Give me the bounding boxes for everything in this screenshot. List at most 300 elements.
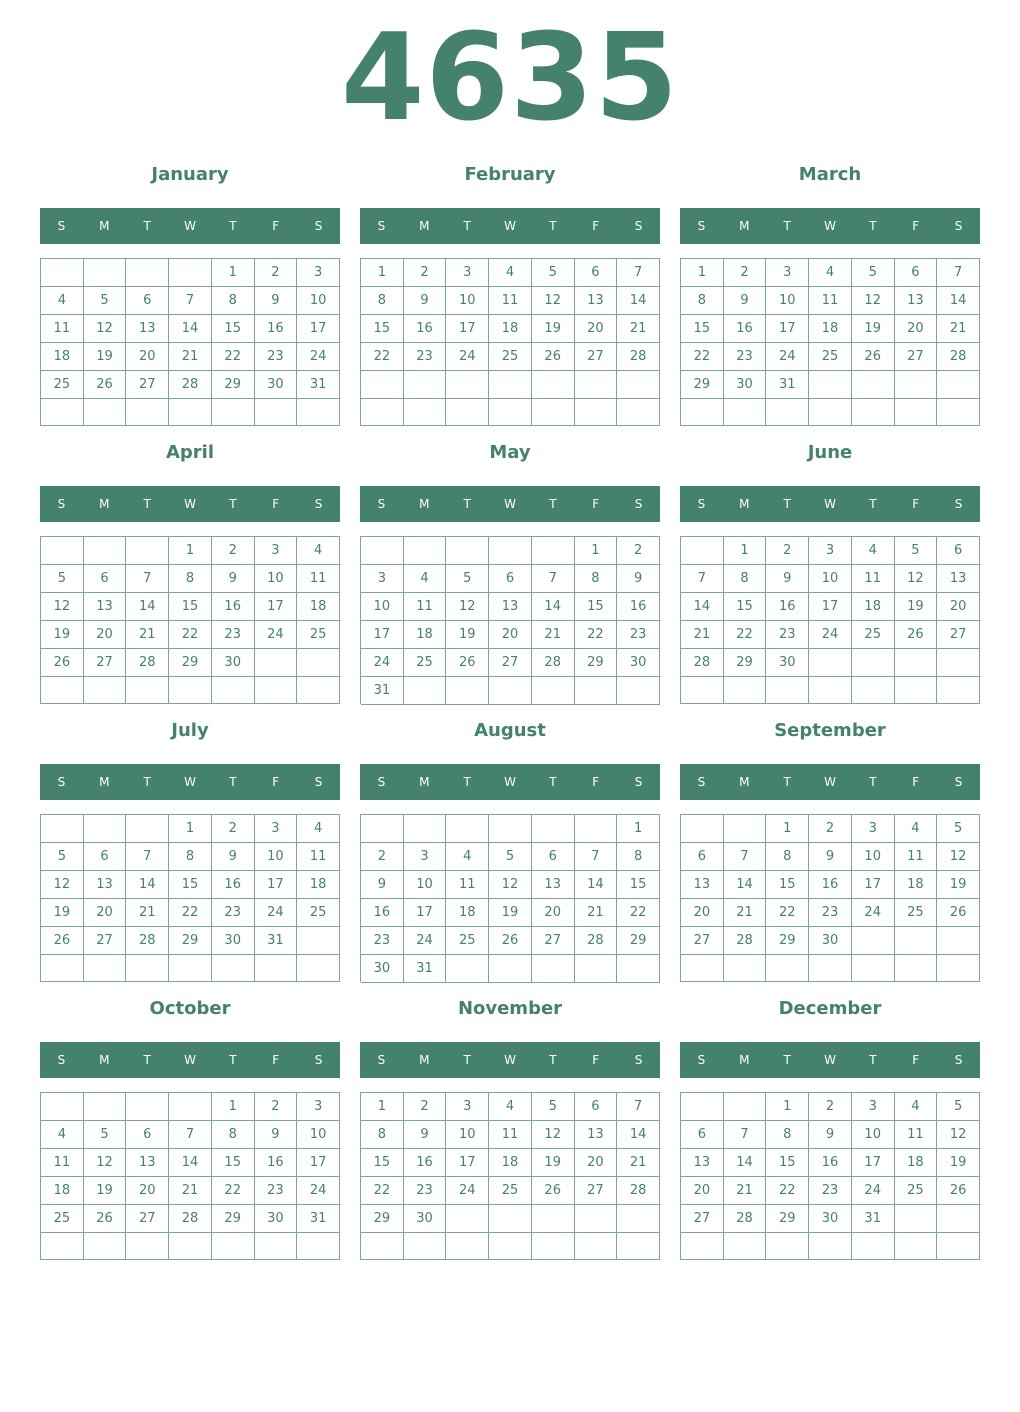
empty-cell (446, 399, 489, 427)
day-cell: 28 (617, 1177, 660, 1205)
day-cell: 20 (937, 593, 980, 621)
weekday-label: S (314, 219, 323, 233)
weekday-label: S (954, 219, 963, 233)
day-cell: 9 (766, 565, 809, 593)
day-cell: 18 (404, 621, 447, 649)
day-cell: 13 (575, 1121, 618, 1149)
day-cell: 14 (532, 593, 575, 621)
empty-cell (681, 815, 724, 843)
day-cell: 10 (809, 565, 852, 593)
day-cell: 13 (575, 287, 618, 315)
empty-cell (361, 537, 404, 565)
day-cell: 28 (617, 343, 660, 371)
day-cell: 14 (575, 871, 618, 899)
day-cell: 27 (126, 371, 169, 399)
day-cell: 4 (404, 565, 447, 593)
empty-cell (766, 677, 809, 704)
weekday-label: F (272, 1053, 280, 1067)
day-cell: 26 (446, 649, 489, 677)
month-name: December (778, 998, 882, 1019)
empty-cell (126, 815, 169, 843)
day-cell: 9 (809, 1121, 852, 1149)
day-cell: 17 (361, 621, 404, 649)
day-cell: 15 (766, 1149, 809, 1177)
empty-cell (766, 399, 809, 426)
weekday-label: W (184, 219, 196, 233)
day-grid (680, 814, 980, 982)
weekday-label: M (99, 775, 110, 789)
empty-cell (404, 371, 447, 399)
weekday-label: S (697, 219, 706, 233)
day-cell: 15 (766, 871, 809, 899)
month-name: April (165, 442, 215, 463)
day-cell: 2 (809, 1093, 852, 1121)
day-cell: 2 (212, 537, 255, 565)
empty-cell (489, 815, 532, 843)
day-cell: 18 (895, 1149, 938, 1177)
weekday-label: T (143, 219, 151, 233)
day-cell: 19 (895, 593, 938, 621)
day-cell: 4 (41, 287, 84, 315)
day-cell: 19 (852, 315, 895, 343)
day-cell: 6 (532, 843, 575, 871)
empty-cell (575, 677, 618, 705)
day-cell: 10 (255, 565, 298, 593)
empty-cell (895, 955, 938, 982)
empty-cell (361, 371, 404, 399)
day-cell: 11 (852, 565, 895, 593)
day-cell: 7 (169, 287, 212, 315)
empty-cell (41, 815, 84, 843)
day-cell: 7 (169, 1121, 212, 1149)
weekday-header (40, 486, 340, 522)
empty-cell (617, 1233, 660, 1260)
day-cell: 12 (532, 1121, 575, 1149)
weekday-label: S (57, 1053, 66, 1067)
weekday-label: S (634, 219, 643, 233)
weekday-header (360, 1042, 660, 1078)
day-cell: 18 (297, 871, 340, 899)
empty-cell (84, 1233, 127, 1260)
empty-cell (724, 399, 767, 426)
day-cell: 10 (255, 843, 298, 871)
year-title: 4635 (341, 9, 679, 148)
day-cell: 20 (681, 1177, 724, 1205)
day-cell: 26 (84, 1205, 127, 1233)
weekday-label: S (697, 1053, 706, 1067)
day-cell: 20 (126, 1177, 169, 1205)
day-grid (680, 258, 980, 426)
day-cell: 26 (532, 1177, 575, 1205)
day-cell: 18 (41, 1177, 84, 1205)
empty-cell (532, 537, 575, 565)
empty-cell (255, 955, 298, 982)
day-cell: 8 (212, 287, 255, 315)
weekday-label: F (272, 219, 280, 233)
day-cell: 16 (212, 871, 255, 899)
day-cell: 17 (446, 1149, 489, 1177)
day-cell: 7 (126, 565, 169, 593)
day-cell: 5 (532, 259, 575, 287)
month-name: September (774, 720, 886, 741)
day-cell: 17 (404, 899, 447, 927)
weekday-label: M (99, 219, 110, 233)
empty-cell (724, 815, 767, 843)
day-cell: 1 (724, 537, 767, 565)
day-cell: 19 (532, 315, 575, 343)
weekday-header (680, 1042, 980, 1078)
day-cell: 20 (84, 621, 127, 649)
empty-cell (404, 815, 447, 843)
day-cell: 24 (297, 1177, 340, 1205)
weekday-label: W (504, 775, 516, 789)
empty-cell (126, 1233, 169, 1260)
empty-cell (617, 399, 660, 427)
day-cell: 6 (126, 287, 169, 315)
day-cell: 28 (169, 371, 212, 399)
day-cell: 3 (297, 1093, 340, 1121)
day-cell: 26 (852, 343, 895, 371)
empty-cell (126, 537, 169, 565)
day-cell: 22 (766, 1177, 809, 1205)
day-cell: 25 (895, 1177, 938, 1205)
day-cell: 10 (852, 1121, 895, 1149)
empty-cell (937, 927, 980, 955)
day-cell: 24 (361, 649, 404, 677)
day-cell: 29 (575, 649, 618, 677)
empty-cell (212, 1233, 255, 1260)
day-cell: 26 (41, 649, 84, 677)
day-cell: 21 (169, 343, 212, 371)
day-cell: 10 (297, 1121, 340, 1149)
day-cell: 9 (724, 287, 767, 315)
day-cell: 27 (84, 927, 127, 955)
day-cell: 3 (809, 537, 852, 565)
day-cell: 23 (361, 927, 404, 955)
day-cell: 30 (212, 649, 255, 677)
day-cell: 25 (41, 1205, 84, 1233)
empty-cell (895, 649, 938, 677)
day-cell: 16 (404, 315, 447, 343)
day-cell: 29 (617, 927, 660, 955)
empty-cell (766, 955, 809, 982)
weekday-header (360, 208, 660, 244)
day-cell: 16 (255, 1149, 298, 1177)
day-cell: 17 (809, 593, 852, 621)
day-cell: 5 (937, 1093, 980, 1121)
day-cell: 9 (809, 843, 852, 871)
day-cell: 11 (489, 1121, 532, 1149)
empty-cell (617, 1205, 660, 1233)
day-cell: 28 (532, 649, 575, 677)
day-cell: 9 (404, 287, 447, 315)
day-cell: 20 (532, 899, 575, 927)
day-cell: 22 (681, 343, 724, 371)
day-cell: 29 (169, 649, 212, 677)
day-cell: 10 (766, 287, 809, 315)
day-cell: 1 (361, 1093, 404, 1121)
day-cell: 13 (126, 1149, 169, 1177)
day-cell: 20 (575, 1149, 618, 1177)
weekday-label: T (143, 775, 151, 789)
weekday-label: S (634, 497, 643, 511)
day-cell: 15 (575, 593, 618, 621)
day-cell: 7 (532, 565, 575, 593)
month-name: November (457, 998, 563, 1019)
empty-cell (575, 1233, 618, 1260)
weekday-label: F (912, 1053, 920, 1067)
day-cell: 6 (681, 1121, 724, 1149)
day-cell: 2 (404, 259, 447, 287)
day-cell: 18 (489, 315, 532, 343)
empty-cell (532, 955, 575, 983)
day-cell: 30 (404, 1205, 447, 1233)
day-cell: 16 (212, 593, 255, 621)
day-cell: 24 (852, 1177, 895, 1205)
day-cell: 5 (41, 843, 84, 871)
weekday-label: M (99, 1053, 110, 1067)
empty-cell (84, 259, 127, 287)
weekday-label: T (143, 497, 151, 511)
weekday-label: S (314, 497, 323, 511)
empty-cell (169, 1093, 212, 1121)
day-cell: 10 (446, 1121, 489, 1149)
empty-cell (446, 815, 489, 843)
day-cell: 16 (766, 593, 809, 621)
day-cell: 30 (766, 649, 809, 677)
day-cell: 22 (212, 1177, 255, 1205)
weekday-label: S (57, 497, 66, 511)
day-cell: 8 (766, 1121, 809, 1149)
day-cell: 15 (724, 593, 767, 621)
empty-cell (937, 399, 980, 426)
day-cell: 10 (297, 287, 340, 315)
empty-cell (126, 259, 169, 287)
weekday-label: M (419, 219, 430, 233)
day-cell: 5 (937, 815, 980, 843)
weekday-label: T (549, 775, 557, 789)
empty-cell (404, 399, 447, 427)
empty-cell (446, 371, 489, 399)
day-cell: 27 (895, 343, 938, 371)
empty-cell (895, 677, 938, 704)
day-grid (680, 1092, 980, 1260)
day-cell: 23 (617, 621, 660, 649)
empty-cell (361, 1233, 404, 1260)
empty-cell (809, 649, 852, 677)
day-cell: 2 (212, 815, 255, 843)
day-cell: 15 (681, 315, 724, 343)
day-cell: 29 (681, 371, 724, 399)
day-cell: 5 (895, 537, 938, 565)
empty-cell (895, 399, 938, 426)
day-cell: 6 (575, 259, 618, 287)
empty-cell (169, 1233, 212, 1260)
day-cell: 7 (681, 565, 724, 593)
day-cell: 23 (766, 621, 809, 649)
day-cell: 3 (404, 843, 447, 871)
day-cell: 21 (724, 1177, 767, 1205)
day-cell: 6 (937, 537, 980, 565)
weekday-label: S (314, 1053, 323, 1067)
empty-cell (724, 1093, 767, 1121)
weekday-label: M (739, 1053, 750, 1067)
day-cell: 6 (895, 259, 938, 287)
weekday-label: S (57, 219, 66, 233)
empty-cell (937, 1233, 980, 1260)
day-cell: 13 (681, 1149, 724, 1177)
day-cell: 27 (575, 343, 618, 371)
day-cell: 17 (766, 315, 809, 343)
day-cell: 19 (84, 343, 127, 371)
day-cell: 23 (212, 899, 255, 927)
day-cell: 6 (126, 1121, 169, 1149)
day-cell: 25 (852, 621, 895, 649)
day-cell: 26 (489, 927, 532, 955)
day-cell: 1 (212, 1093, 255, 1121)
weekday-header (360, 764, 660, 800)
day-cell: 15 (212, 315, 255, 343)
day-cell: 29 (212, 1205, 255, 1233)
day-cell: 6 (575, 1093, 618, 1121)
day-cell: 30 (255, 1205, 298, 1233)
day-cell: 14 (681, 593, 724, 621)
day-cell: 30 (724, 371, 767, 399)
day-cell: 4 (852, 537, 895, 565)
empty-cell (169, 259, 212, 287)
empty-cell (361, 399, 404, 427)
empty-cell (84, 537, 127, 565)
day-cell: 16 (809, 871, 852, 899)
weekday-label: T (869, 219, 877, 233)
day-grid (40, 536, 340, 704)
month-name: May (489, 442, 531, 463)
day-cell: 20 (575, 315, 618, 343)
day-cell: 3 (446, 259, 489, 287)
day-cell: 2 (766, 537, 809, 565)
weekday-label: T (783, 497, 791, 511)
day-grid (40, 258, 340, 426)
empty-cell (169, 677, 212, 704)
day-cell: 2 (724, 259, 767, 287)
weekday-label: W (824, 1053, 836, 1067)
empty-cell (212, 955, 255, 982)
day-cell: 11 (297, 843, 340, 871)
empty-cell (489, 399, 532, 427)
day-cell: 13 (489, 593, 532, 621)
empty-cell (681, 955, 724, 982)
day-cell: 25 (895, 899, 938, 927)
day-cell: 26 (532, 343, 575, 371)
empty-cell (852, 927, 895, 955)
day-cell: 9 (255, 1121, 298, 1149)
day-cell: 12 (895, 565, 938, 593)
day-cell: 27 (84, 649, 127, 677)
empty-cell (297, 677, 340, 704)
weekday-label: T (463, 1053, 471, 1067)
empty-cell (724, 677, 767, 704)
day-cell: 31 (404, 955, 447, 983)
day-cell: 1 (361, 259, 404, 287)
day-cell: 17 (255, 871, 298, 899)
day-cell: 24 (255, 621, 298, 649)
weekday-label: F (912, 775, 920, 789)
day-cell: 24 (446, 1177, 489, 1205)
day-cell: 8 (766, 843, 809, 871)
day-cell: 21 (681, 621, 724, 649)
day-cell: 22 (212, 343, 255, 371)
day-cell: 12 (446, 593, 489, 621)
weekday-label: W (184, 1053, 196, 1067)
empty-cell (169, 399, 212, 426)
empty-cell (937, 371, 980, 399)
empty-cell (809, 371, 852, 399)
empty-cell (532, 677, 575, 705)
day-cell: 24 (255, 899, 298, 927)
day-cell: 13 (84, 593, 127, 621)
day-cell: 19 (937, 871, 980, 899)
day-cell: 26 (84, 371, 127, 399)
day-cell: 22 (766, 899, 809, 927)
day-cell: 20 (681, 899, 724, 927)
day-grid (40, 814, 340, 982)
weekday-label: F (592, 497, 600, 511)
day-cell: 21 (617, 315, 660, 343)
month-name: October (149, 998, 231, 1019)
day-cell: 28 (126, 927, 169, 955)
day-cell: 15 (212, 1149, 255, 1177)
empty-cell (895, 1233, 938, 1260)
day-cell: 14 (126, 871, 169, 899)
day-grid (360, 536, 660, 704)
day-cell: 15 (361, 315, 404, 343)
empty-cell (852, 649, 895, 677)
day-cell: 21 (937, 315, 980, 343)
empty-cell (404, 677, 447, 705)
day-cell: 25 (489, 1177, 532, 1205)
day-cell: 28 (724, 1205, 767, 1233)
empty-cell (575, 1205, 618, 1233)
day-cell: 2 (255, 259, 298, 287)
day-cell: 12 (84, 315, 127, 343)
day-cell: 13 (895, 287, 938, 315)
day-cell: 4 (809, 259, 852, 287)
day-cell: 14 (617, 287, 660, 315)
weekday-label: M (739, 775, 750, 789)
day-cell: 8 (681, 287, 724, 315)
day-cell: 26 (41, 927, 84, 955)
day-cell: 3 (255, 537, 298, 565)
day-cell: 29 (212, 371, 255, 399)
day-cell: 11 (446, 871, 489, 899)
day-cell: 8 (212, 1121, 255, 1149)
weekday-label: F (592, 775, 600, 789)
day-cell: 30 (809, 927, 852, 955)
empty-cell (297, 927, 340, 955)
day-cell: 4 (297, 537, 340, 565)
day-cell: 16 (724, 315, 767, 343)
day-cell: 28 (126, 649, 169, 677)
day-cell: 26 (895, 621, 938, 649)
day-cell: 23 (255, 1177, 298, 1205)
day-cell: 15 (617, 871, 660, 899)
empty-cell (41, 955, 84, 982)
empty-cell (126, 677, 169, 704)
day-cell: 7 (575, 843, 618, 871)
day-cell: 22 (575, 621, 618, 649)
day-grid (360, 1092, 660, 1260)
day-cell: 12 (41, 871, 84, 899)
